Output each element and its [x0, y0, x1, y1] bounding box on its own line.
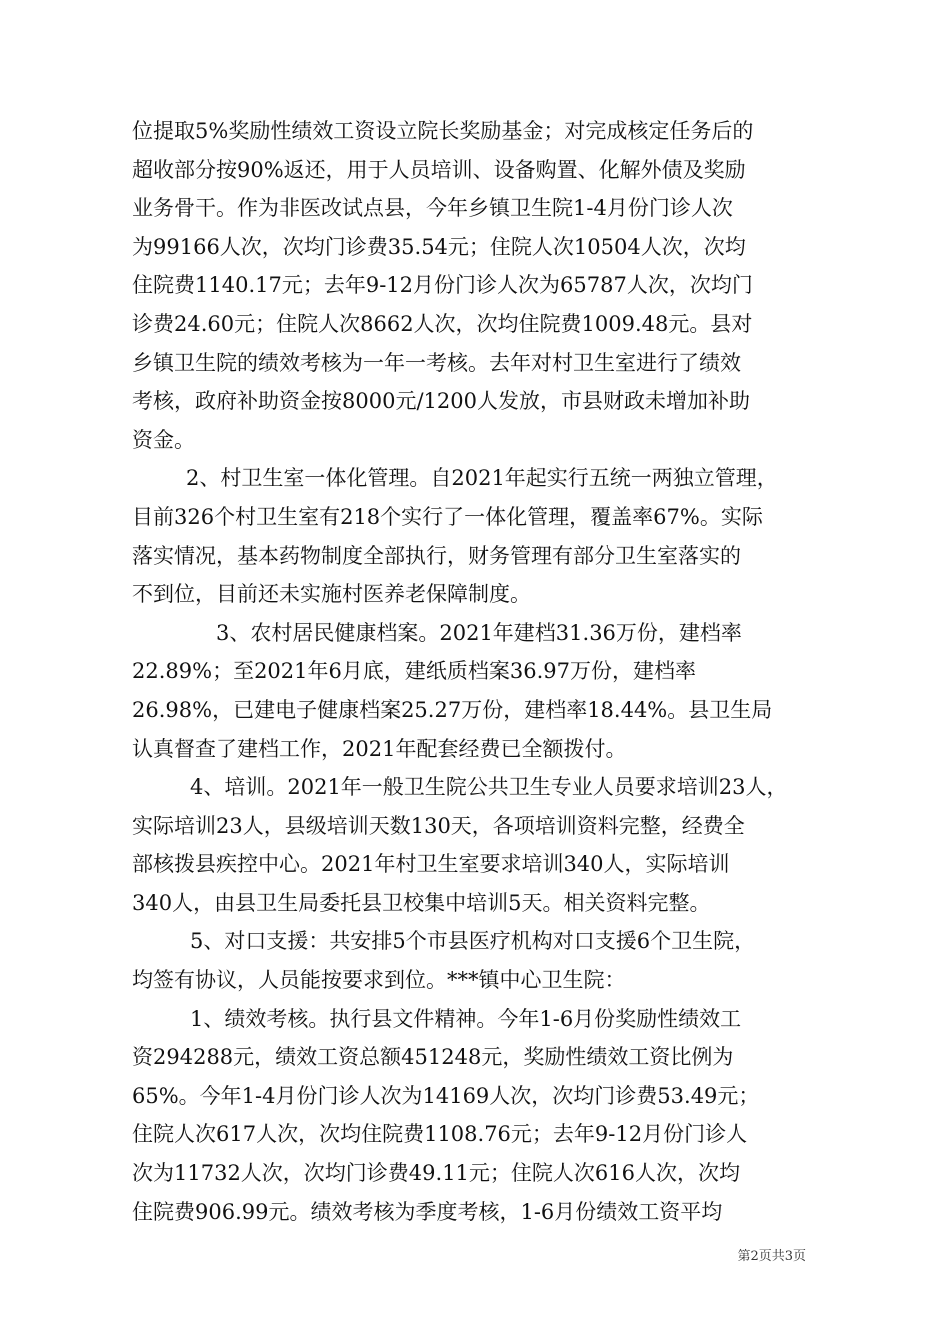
text-line: 不到位，目前还未实施村医养老保障制度。 [132, 582, 531, 607]
paragraph-start-line: 3、农村居民健康档案。2021年建档31.36万份，建档率 [216, 620, 742, 645]
text-line: 住院人次617人次，次均住院费1108.76元；去年9-12月份门诊人 [132, 1122, 748, 1147]
text-line: 次为11732人次，次均门诊费49.11元；住院人次616人次，次均 [132, 1161, 741, 1186]
text-line: 乡镇卫生院的绩效考核为一年一考核。去年对村卫生室进行了绩效 [132, 350, 741, 375]
text-line: 26.98%，已建电子健康档案25.27万份，建档率18.44%。县卫生局 [132, 697, 773, 722]
document-body [132, 112, 812, 1231]
text-line: 均签有协议，人员能按要求到位。***镇中心卫生院： [132, 968, 626, 993]
text-line: 22.89%；至2021年6月底，建纸质档案36.97万份，建档率 [132, 659, 696, 684]
page-number: 第2页共3页 [737, 1249, 806, 1264]
paragraph-start-line: 4、培训。2021年一般卫生院公共卫生专业人员要求培训23人， [190, 775, 788, 800]
text-line: 为99166人次，次均门诊费35.54元；住院人次10504人次，次均 [132, 234, 746, 259]
paragraph-start-line: 5、对口支援：共安排5个市县医疗机构对口支援6个卫生院， [190, 929, 756, 954]
text-line: 部核拨县疾控中心。2021年村卫生室要求培训340人，实际培训 [132, 852, 730, 877]
text-line: 65%。今年1-4月份门诊人次为14169人次，次均门诊费53.49元； [132, 1083, 760, 1108]
text-line: 340人，由县卫生局委托县卫校集中培训5天。相关资料完整。 [132, 890, 711, 915]
text-line: 考核，政府补助资金按8000元/1200人发放，市县财政未增加补助 [132, 389, 750, 414]
text-line: 落实情况，基本药物制度全部执行，财务管理有部分卫生室落实的 [132, 543, 741, 568]
text-line: 超收部分按90%返还，用于人员培训、设备购置、化解外债及奖励 [132, 157, 746, 182]
text-line: 目前326个村卫生室有218个实行了一体化管理，覆盖率67%。实际 [132, 504, 763, 529]
text-line: 位提取5%奖励性绩效工资设立院长奖励基金；对完成核定任务后的 [132, 119, 754, 143]
text-line: 资294288元，绩效工资总额451248元，奖励性绩效工资比例为 [132, 1045, 734, 1070]
text-line: 诊费24.60元；住院人次8662人次，次均住院费1009.48元。县对 [132, 311, 753, 336]
text-line: 住院费1140.17元；去年9-12月份门诊人次为65787人次，次均门 [132, 273, 753, 298]
paragraph-start-line: 2、村卫生室一体化管理。自2021年起实行五统一两独立管理， [186, 466, 778, 491]
paragraph-start-line: 1、绩效考核。执行县文件精神。今年1-6月份奖励性绩效工 [190, 1006, 742, 1031]
text-line: 资金。 [132, 427, 195, 452]
text-line: 住院费906.99元。绩效考核为季度考核，1-6月份绩效工资平均 [132, 1199, 723, 1224]
text-line: 业务骨干。作为非医改试点县，今年乡镇卫生院1-4月份门诊人次 [132, 196, 733, 221]
text-line: 实际培训23人，县级培训天数130天，各项培训资料完整，经费全 [132, 813, 745, 838]
text-line: 认真督查了建档工作，2021年配套经费已全额拨付。 [132, 736, 627, 761]
